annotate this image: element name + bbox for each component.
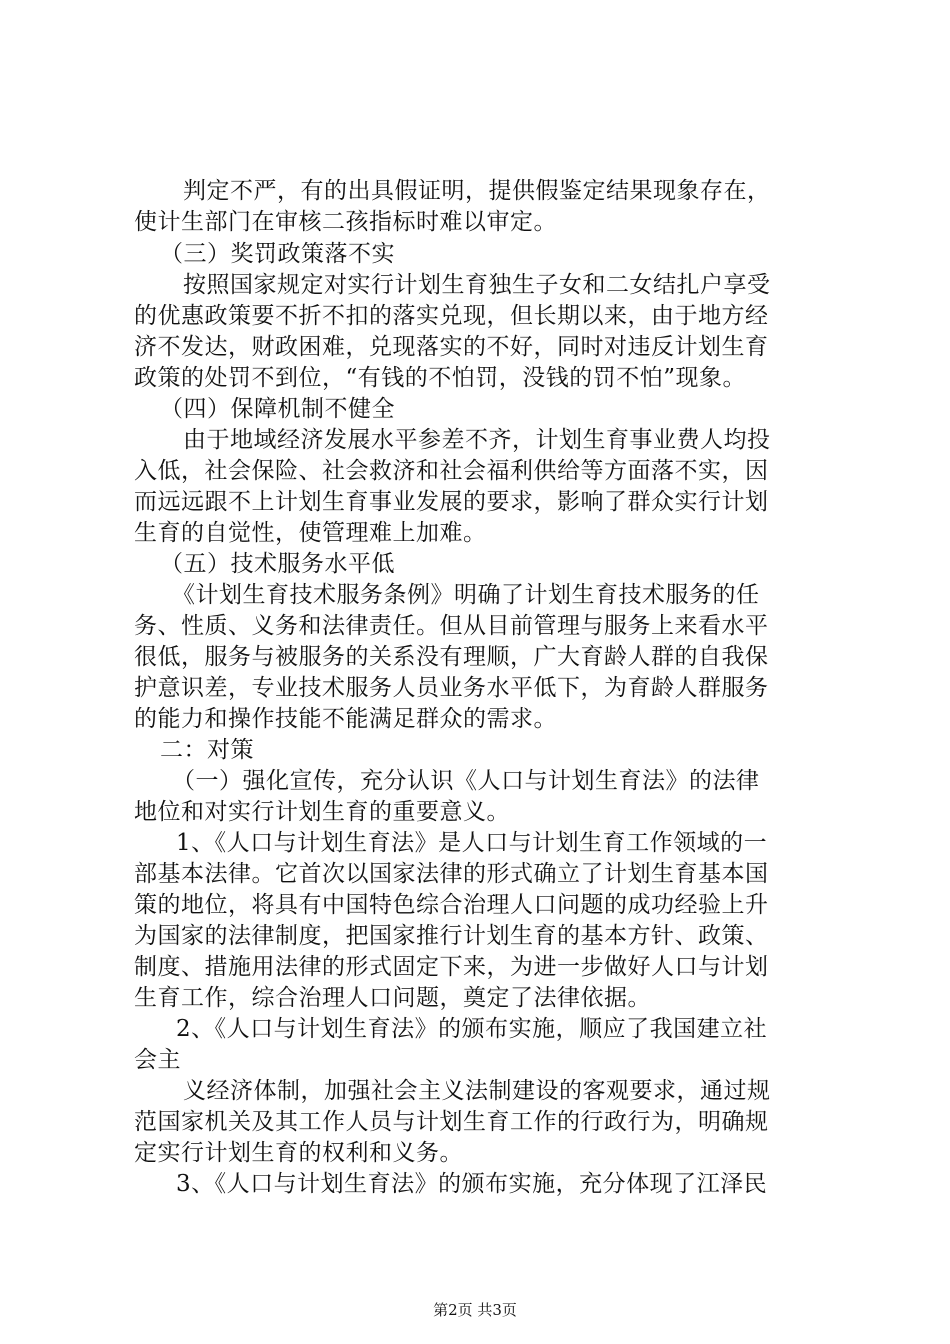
text-line-31: 范国家机关及其工作人员与计划生育工作的行政行为，明确规 [134, 1109, 769, 1135]
section-heading-5: （五）技术服务水平低 [160, 551, 395, 577]
text-line-29: 会主 [134, 1047, 181, 1073]
text-line-25: 为国家的法律制度，把国家推行计划生育的基本方针、政策、 [134, 923, 769, 949]
text-line-30: 义经济体制，加强社会主义法制建设的客观要求，通过规 [183, 1078, 771, 1104]
text-line-18: 的能力和操作技能不能满足群众的需求。 [134, 706, 557, 732]
text-line-17: 护意识差，专业技术服务人员业务水平低下，为育龄人群服务 [134, 675, 769, 701]
text-line-1: 判定不严，有的出具假证明，提供假鉴定结果现象存在， [183, 178, 771, 204]
text-line-7: 政策的处罚不到位，“有钱的不怕罚，没钱的罚不怕”现象。 [134, 365, 747, 391]
text-line-11: 而远远跟不上计划生育事业发展的要求，影响了群众实行计划 [134, 489, 769, 515]
text-line-6: 济不发达，财政困难，兑现落实的不好，同时对违反计划生育 [134, 334, 769, 360]
text-line-5: 的优惠政策要不折不扣的落实兑现，但长期以来，由于地方经 [134, 303, 769, 329]
text-line-12: 生育的自觉性，使管理难上加难。 [134, 520, 487, 546]
text-line-32: 定实行计划生育的权利和义务。 [134, 1140, 463, 1166]
text-line-15: 务、性质、义务和法律责任。但从目前管理与服务上来看水平 [134, 613, 769, 639]
text-line-23: 部基本法律。它首次以国家法律的形式确立了计划生育基本国 [134, 861, 769, 887]
text-line-14: 《计划生育技术服务条例》明确了计划生育技术服务的任 [172, 582, 760, 608]
section-heading-3: （三）奖罚政策落不实 [160, 241, 395, 267]
text-line-33: 3、《人口与计划生育法》的颁布实施，充分体现了江泽民 [176, 1171, 768, 1197]
text-line-10: 入低，社会保险、社会救济和社会福利供给等方面落不实，因 [134, 458, 769, 484]
text-line-28: 2、《人口与计划生育法》的颁布实施，顺应了我国建立社 [176, 1016, 768, 1042]
text-line-22: 1、《人口与计划生育法》是人口与计划生育工作领域的一 [176, 830, 768, 856]
text-line-27: 生育工作，综合治理人口问题，奠定了法律依据。 [134, 985, 651, 1011]
page-number-footer: 第2页 共3页 [433, 1301, 517, 1319]
text-line-21: 地位和对实行计划生育的重要意义。 [134, 799, 510, 825]
text-line-26: 制度、措施用法律的形式固定下来，为进一步做好人口与计划 [134, 954, 769, 980]
text-line-2: 使计生部门在审核二孩指标时难以审定。 [134, 209, 557, 235]
text-line-4: 按照国家规定对实行计划生育独生子女和二女结扎户享受 [183, 272, 771, 298]
section-heading-4: （四）保障机制不健全 [160, 396, 395, 422]
text-line-24: 策的地位，将具有中国特色综合治理人口问题的成功经验上升 [134, 892, 769, 918]
text-line-9: 由于地域经济发展水平参差不齐，计划生育事业费人均投 [183, 427, 771, 453]
text-line-20: （一）强化宣传，充分认识《人口与计划生育法》的法律 [172, 768, 760, 794]
text-line-16: 很低，服务与被服务的关系没有理顺，广大育龄人群的自我保 [134, 644, 769, 670]
section-heading-strategy: 二：对策 [160, 737, 254, 763]
